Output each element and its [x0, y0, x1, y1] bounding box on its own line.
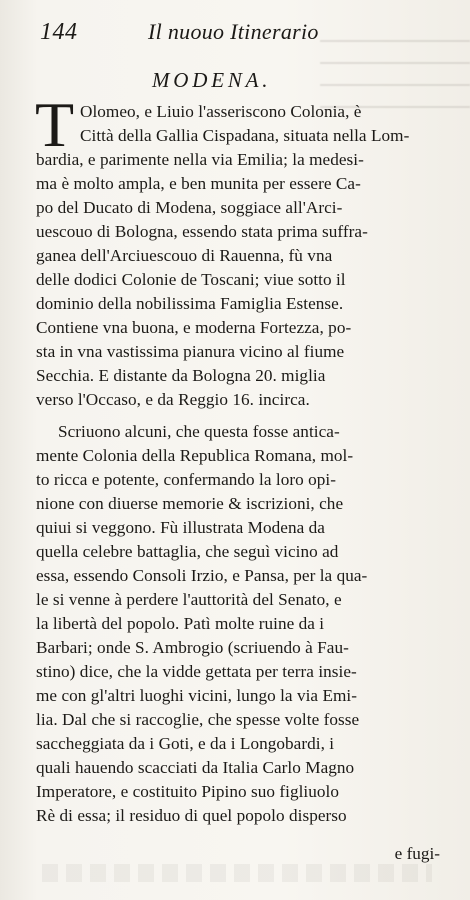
text-line: Scriuono alcuni, che questa fosse antica- [58, 422, 340, 441]
text-line: ma è molto ampla, e ben munita per essere Ca- [36, 174, 361, 193]
drop-cap: T [35, 89, 75, 160]
text-line: delle dodici Colonie de Toscani; viue sotto il [36, 270, 346, 289]
text-line: mente Colonia della Republica Romana, mol- [36, 446, 354, 465]
running-head: Il nuouo Itinerario [148, 19, 319, 44]
text-line: ganea dell'Arciuescouo di Rauenna, fù vna [36, 246, 333, 265]
text-line: lia. Dal che si raccoglie, che spesse volte fosse [36, 710, 360, 729]
text-line: quiui si veggono. Fù illustrata Modena da [36, 518, 325, 537]
text-line: quella celebre battaglia, che seguì vicino ad [36, 542, 339, 561]
text-line: Rè di essa; il residuo di quel popolo disperso [36, 806, 347, 825]
page-number: 144 [40, 19, 78, 45]
text-line: Contiene vna buona, e moderna Fortezza, po- [36, 318, 352, 337]
text-line: po del Ducato di Modena, soggiace all'Arci- [36, 198, 343, 217]
text-line: Imperatore, e costituito Pipino suo figliuolo [36, 782, 339, 801]
text-line: stino) dice, che la vidde gettata per terra insie- [36, 662, 357, 681]
section-title: MODENA. [152, 68, 272, 92]
text-line: saccheggiata da i Goti, e da i Longobardi, i [36, 734, 335, 753]
text-line: la libertà del popolo. Patì molte ruine da i [36, 614, 325, 633]
text-line: me con gl'altri luoghi vicini, lungo la via Emi- [36, 686, 358, 705]
text-line: bardia, e parimente nella via Emilia; la medesi- [36, 150, 364, 169]
page-header [40, 18, 440, 46]
text-line: Secchia. E distante da Bologna 20. miglia [36, 366, 326, 385]
text-line: uescouo di Bologna, essendo stata prima suffra- [36, 222, 368, 241]
text-line: Barbari; onde S. Ambrogio (scriuendo à Fau- [36, 638, 349, 657]
text-line: dominio della nobilissima Famiglia Estense. [36, 294, 344, 313]
text-line: verso l'Occaso, e da Reggio 16. incirca. [36, 390, 310, 409]
text-line: sta in vna vastissima pianura vicino al fiume [36, 342, 345, 361]
show-through-bottom [42, 864, 432, 882]
catchword: e fugi- [394, 844, 440, 863]
text-line: essa, essendo Consoli Irzio, e Pansa, per la qua- [36, 566, 368, 585]
text-line: quali hauendo scacciati da Italia Carlo Magno [36, 758, 355, 777]
text-line: Olomeo, e Liuio l'asseriscono Colonia, è [80, 102, 362, 121]
text-line: nione con diuerse memorie & iscrizioni, che [36, 494, 344, 513]
text-line: to ricca e potente, confermando la loro opi- [36, 470, 336, 489]
text-line: le si venne à perdere l'auttorità del Senato, e [36, 590, 342, 609]
text-line: Città della Gallia Cispadana, situata nella Lom- [80, 126, 410, 145]
